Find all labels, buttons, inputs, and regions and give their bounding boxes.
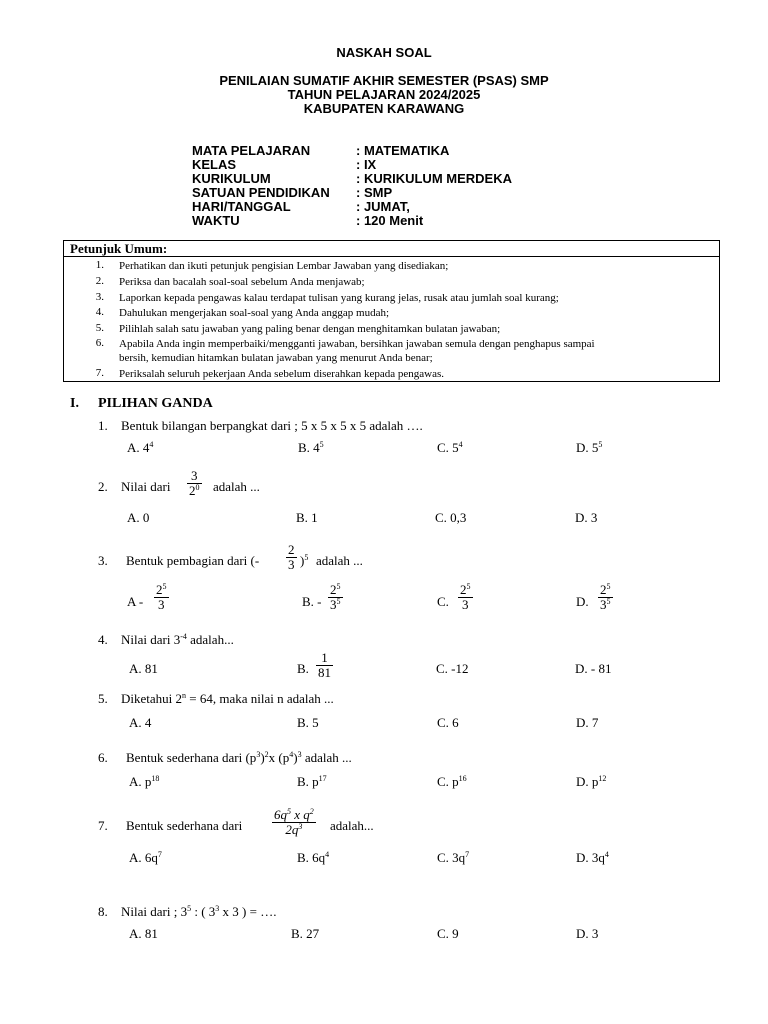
question-4-option-b-fraction: $\frac{1}{81}$ [318, 650, 331, 680]
instruction-number: 7. [95, 367, 104, 379]
instruction-number: 2. [95, 275, 104, 287]
question-4-text: Nilai dari $3^{-4}$ adalah... [121, 632, 234, 647]
question-3-exponent: )$^5$ [300, 553, 309, 568]
info-label-curriculum: KURIKULUM [192, 171, 271, 186]
info-value-curriculum: : KURIKULUM MERDEKA [356, 171, 512, 186]
question-5-text: Diketahui $2^n = 64$, maka nilai n adalah ... [121, 691, 334, 706]
question-8-option-b: B. 27 [291, 926, 320, 941]
instruction-number: 1. [95, 259, 104, 271]
question-5-option-b: B. 5 [297, 715, 319, 730]
question-3-option-b-label: B. - [302, 594, 322, 609]
question-2-option-d: D. 3 [575, 510, 598, 525]
question-4-option-b-label: B. [297, 661, 309, 676]
question-2-option-c: C. 0,3 [435, 510, 467, 525]
question-1-option-b: B. $4^5$ [298, 440, 324, 455]
question-3-option-d-fraction: $\frac{2^5}{3^5}$ [600, 582, 611, 612]
instruction-number: 5. [95, 322, 104, 334]
question-3-option-b-fraction: $\frac{2^5}{3^5}$ [330, 582, 341, 612]
question-5-number: 5. [98, 691, 108, 706]
question-3-text-end: adalah ... [316, 553, 363, 568]
question-1-option-c: C. $5^4$ [437, 440, 463, 455]
question-6-text: Bentuk sederhana dari $(p^3)^2x$ $(p^4)^3$ adalah ... [126, 750, 352, 765]
question-8-option-a: A. 81 [129, 926, 158, 941]
instruction-text: Apabila Anda ingin memperbaiki/mengganti jawaban, bersihkan jawaban semula dengan penghapus sampai [119, 338, 595, 350]
question-3-number: 3. [98, 553, 108, 568]
question-6-option-d: D. $p^{12}$ [576, 774, 607, 789]
question-7-option-a: A. $6q^7$ [129, 850, 162, 865]
question-3-text: Bentuk pembagian dari (- [126, 553, 260, 568]
question-3-option-a-label: A - [127, 594, 144, 609]
question-4-option-a: A. 81 [129, 661, 158, 676]
question-5-option-c: C. 6 [437, 715, 459, 730]
question-8-text: Nilai dari ; $3^5$ : ( $3^3$ x 3 ) = …. [121, 904, 277, 919]
instructions-box [63, 240, 720, 382]
info-label-class: KELAS [192, 157, 237, 172]
question-5-option-d: D. 7 [576, 715, 599, 730]
question-6-option-c: C. $p^{16}$ [437, 774, 467, 789]
section-number: I. [70, 396, 79, 411]
question-1-option-a: A. $4^4$ [127, 440, 154, 455]
question-4-option-d: D. - 81 [575, 661, 612, 676]
question-7-fraction: $\frac{6q^5 x q^2}{2q^3}$ [274, 807, 314, 837]
instruction-text-continued: bersih, kemudian hitamkan bulatan jawaban yang menurut Anda benar; [119, 352, 433, 364]
info-value-subject: : MATEMATIKA [356, 143, 450, 158]
question-4-number: 4. [98, 632, 108, 647]
section-title: PILIHAN GANDA [98, 396, 213, 411]
question-7-option-c: C. $3q^7$ [437, 850, 470, 865]
doc-title: NASKAH SOAL [336, 45, 432, 60]
question-6-option-a: A. $p^{18}$ [129, 774, 160, 789]
info-value-school-unit: : SMP [356, 185, 393, 200]
question-7-text-end: adalah... [330, 818, 374, 833]
question-7-option-d: D. $3q^4$ [576, 850, 609, 865]
question-2-number: 2. [98, 479, 108, 494]
question-2-text: Nilai dari [121, 479, 171, 494]
school-year: TAHUN PELAJARAN 2024/2025 [287, 87, 481, 102]
instruction-number: 4. [95, 306, 104, 318]
question-3-option-d-label: D. [576, 594, 589, 609]
question-1-text: Bentuk bilangan berpangkat dari ; 5 x 5 x 5 x 5 adalah …. [121, 418, 423, 433]
info-value-class: : IX [356, 157, 377, 172]
question-3-option-c-fraction: $\frac{2^5}{3}$ [460, 582, 471, 612]
question-6-option-b: B. $p^{17}$ [297, 774, 327, 789]
info-label-school-unit: SATUAN PENDIDIKAN [192, 185, 330, 200]
instruction-text: Periksa dan bacalah soal-soal sebelum Anda menjawab; [119, 276, 365, 288]
question-7-text: Bentuk sederhana dari [126, 818, 243, 833]
question-6-number: 6. [98, 750, 108, 765]
question-2-option-a: A. 0 [127, 510, 150, 525]
instructions-title: Petunjuk Umum: [64, 241, 719, 257]
exam-name: PENILAIAN SUMATIF AKHIR SEMESTER (PSAS) SMP [219, 73, 549, 88]
question-7-number: 7. [98, 818, 108, 833]
instruction-text: Perhatikan dan ikuti petunjuk pengisian Lembar Jawaban yang disediakan; [119, 260, 449, 272]
question-3-fraction: $\frac{2}{3}$ [288, 542, 295, 572]
instruction-number: 3. [95, 291, 104, 303]
question-1-number: 1. [98, 418, 108, 433]
question-1-option-d: D. $5^5$ [576, 440, 603, 455]
question-2-text-end: adalah ... [213, 479, 260, 494]
question-8-option-c: C. 9 [437, 926, 459, 941]
question-5-option-a: A. 4 [129, 715, 152, 730]
info-label-day: HARI/TANGGAL [192, 199, 291, 214]
question-3-option-c-label: C. [437, 594, 449, 609]
question-2-fraction: $\frac{3}{2^0}$ [189, 468, 200, 498]
instruction-number: 6. [95, 337, 104, 349]
instruction-text: Periksalah seluruh pekerjaan Anda sebelum diserahkan kepada pengawas. [119, 368, 444, 380]
question-4-option-c: C. -12 [436, 661, 469, 676]
info-label-time: WAKTU [192, 213, 240, 228]
regency: KABUPATEN KARAWANG [303, 101, 465, 116]
instruction-text: Pilihlah salah satu jawaban yang paling benar dengan menghitamkan bulatan jawaban; [119, 323, 501, 335]
instruction-text: Dahulukan mengerjakan soal-soal yang Anda anggap mudah; [119, 307, 390, 319]
question-8-option-d: D. 3 [576, 926, 599, 941]
question-2-option-b: B. 1 [296, 510, 318, 525]
info-value-day: : JUMAT, [356, 199, 410, 214]
info-label-subject: MATA PELAJARAN [192, 143, 311, 158]
question-3-option-a-fraction: $\frac{2^5}{3}$ [156, 582, 167, 612]
instruction-text: Laporkan kepada pengawas kalau terdapat tulisan yang kurang jelas, rusak atau jumlah soal kurang; [119, 292, 559, 304]
info-value-time: : 120 Menit [356, 213, 424, 228]
question-8-number: 8. [98, 904, 108, 919]
question-7-option-b: B. $6q^4$ [297, 850, 330, 865]
